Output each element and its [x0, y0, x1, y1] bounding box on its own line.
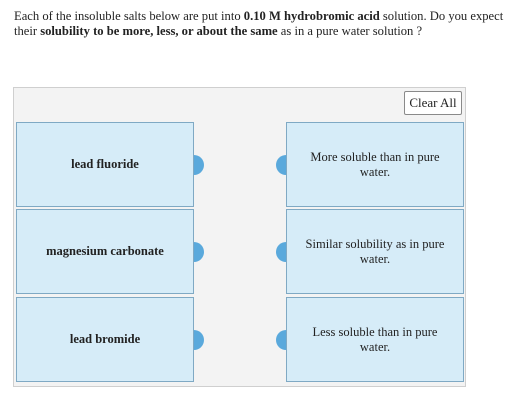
- salt-label: lead bromide: [69, 332, 141, 346]
- answer-label: Similar solubility as in pure water.: [305, 236, 445, 266]
- clear-all-button[interactable]: Clear All: [404, 91, 462, 115]
- salt-card-lead-fluoride[interactable]: [16, 122, 194, 207]
- answer-label: Less soluble than in pure water.: [312, 324, 438, 354]
- answer-card-less-soluble[interactable]: [286, 297, 464, 382]
- question-part-3: as in a pure water solution ?: [277, 23, 423, 38]
- question-part-2: solution. Do you expect their: [14, 9, 504, 38]
- salt-card-lead-bromide[interactable]: [16, 297, 194, 382]
- answer-label: More soluble than in pure water.: [310, 149, 440, 179]
- salt-label: lead fluoride: [71, 157, 139, 171]
- question-bold-acid: 0.10 M hydrobromic acid: [243, 9, 380, 23]
- salt-label: magnesium carbonate: [46, 244, 164, 258]
- answer-card-more-soluble[interactable]: [286, 122, 464, 207]
- question-text: [14, 9, 506, 38]
- question-part-1: Each of the insoluble salts below are put into: [14, 9, 244, 23]
- question-bold-solubility: solubility to be more, less, or about the same: [40, 23, 278, 38]
- salt-card-magnesium-carbonate[interactable]: [16, 209, 194, 294]
- answer-card-similar-solubility[interactable]: [286, 209, 464, 294]
